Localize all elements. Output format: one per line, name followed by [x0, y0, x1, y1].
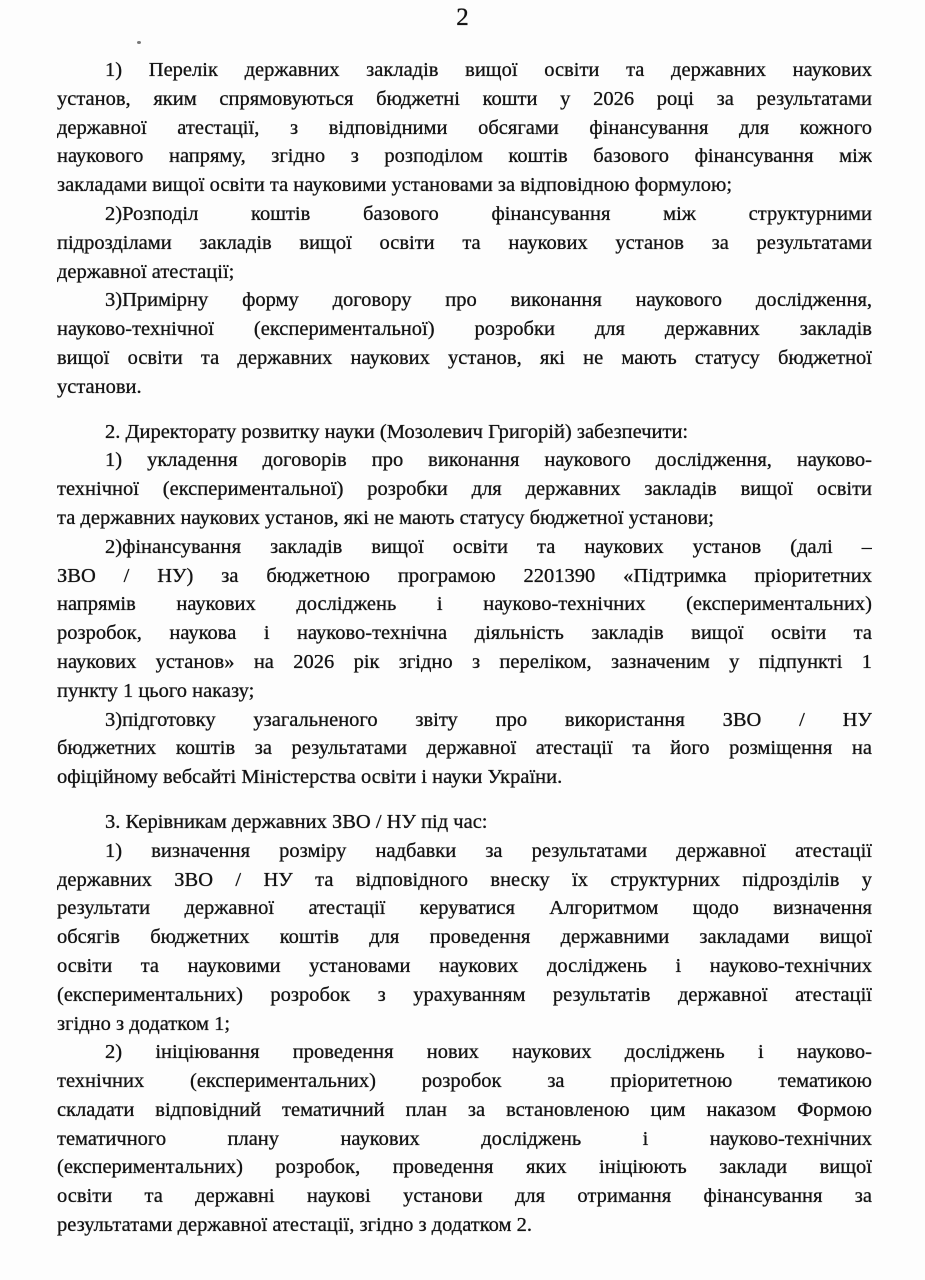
text-line: 3. Керівникам державних ЗВО / НУ під час:	[105, 810, 488, 833]
text-line: наукових установ» на 2026 рік згідно з переліком, зазначеним у підпункті 1	[57, 650, 872, 673]
text-line: підрозділами закладів вищої освіти та наукових установ за результатами	[57, 231, 872, 254]
text-line: офіційному вебсайті Міністерства освіти і науки України.	[57, 766, 563, 789]
section-3-heading	[57, 808, 872, 837]
section-3-item-2	[57, 1038, 872, 1240]
text-line: технічної (експериментальної) розробки для державних закладів вищої освіти	[57, 478, 872, 501]
text-line: тематичного плану наукових досліджень і науково-технічних	[57, 1127, 872, 1150]
text-line: напрямів наукових досліджень і науково-технічних (експериментальних)	[57, 593, 872, 616]
text-line: розробок, наукова і науково-технічна діяльність закладів вищої освіти та	[57, 622, 872, 645]
text-line: державної атестації;	[57, 260, 235, 283]
text-line: установ, яким спрямовуються бюджетні кошти у 2026 році за результатами	[57, 87, 872, 110]
section-2-item-1	[57, 446, 872, 532]
text-line: державної атестації, з відповідними обсягами фінансування для кожного	[57, 116, 872, 139]
section-2-item-2	[57, 533, 872, 706]
text-line: державних ЗВО / НУ та відповідного внеску їх структурних підрозділів у	[57, 868, 872, 891]
text-line: 1) укладення договорів про виконання наукового дослідження, науково-	[105, 449, 872, 472]
text-line: результатами державної атестації, згідно з додатком 2.	[57, 1214, 532, 1237]
scan-artifact-dot	[137, 41, 141, 44]
text-line: складати відповідний тематичний план за встановленою цим наказом Формою	[57, 1098, 872, 1121]
text-line: установи.	[57, 375, 142, 398]
section-3-item-1	[57, 837, 872, 1039]
text-line: пункту 1 цього наказу;	[57, 679, 255, 702]
text-line: бюджетних коштів за результатами державної атестації та його розміщення на	[57, 737, 872, 760]
text-line: згідно з додатком 1;	[57, 1012, 231, 1035]
text-line: освіти та державні наукові установи для отримання фінансування за	[57, 1185, 872, 1208]
text-line: (експериментальних) розробок, проведення яких ініціюють заклади вищої	[57, 1156, 872, 1179]
text-line: 2)фінансування закладів вищої освіти та наукових установ (далі –	[105, 535, 872, 558]
text-line: 2. Директорату розвитку науки (Мозолевич Григорій) забезпечити:	[105, 420, 689, 443]
text-line: 3)підготовку узагальненого звіту про використання ЗВО / НУ	[105, 708, 872, 731]
text-line: закладами вищої освіти та науковими установами за відповідною формулою;	[57, 174, 733, 197]
text-line: освіти та науковими установами наукових досліджень і науково-технічних	[57, 954, 872, 977]
text-line: наукового напряму, згідно з розподілом коштів базового фінансування між	[57, 145, 872, 168]
text-line: 2) ініціювання проведення нових наукових досліджень і науково-	[105, 1041, 872, 1064]
text-line: (експериментальних) розробок з урахуванням результатів державної атестації	[57, 983, 872, 1006]
document-body	[57, 56, 872, 1240]
page-number: 2	[456, 4, 469, 31]
text-line: технічних (експериментальних) розробок за пріоритетною тематикою	[57, 1070, 872, 1093]
section-1-item-1	[57, 56, 872, 200]
text-line: обсягів бюджетних коштів для проведення державними закладами вищої	[57, 926, 872, 949]
section-2-heading	[57, 418, 872, 447]
section-2-item-3	[57, 706, 872, 792]
text-line: 3)Примірну форму договору про виконання наукового дослідження,	[105, 289, 872, 312]
section-1-item-2	[57, 200, 872, 286]
text-line: ЗВО / НУ) за бюджетною програмою 2201390 «Підтримка пріоритетних	[57, 564, 872, 587]
text-line: 1) Перелік державних закладів вищої освіти та державних наукових	[105, 59, 872, 81]
text-line: науково-технічної (експериментальної) розробки для державних закладів	[57, 318, 872, 341]
text-line: вищої освіти та державних наукових установ, які не мають статусу бюджетної	[57, 346, 872, 369]
section-1-item-3	[57, 286, 872, 401]
text-line: 1) визначення розміру надбавки за результатами державної атестації	[105, 839, 872, 862]
text-line: результати державної атестації керуватися Алгоритмом щодо визначення	[57, 897, 872, 920]
text-line: 2)Розподіл коштів базового фінансування між структурними	[105, 202, 872, 225]
text-line: та державних наукових установ, які не мають статусу бюджетної установи;	[57, 506, 714, 529]
